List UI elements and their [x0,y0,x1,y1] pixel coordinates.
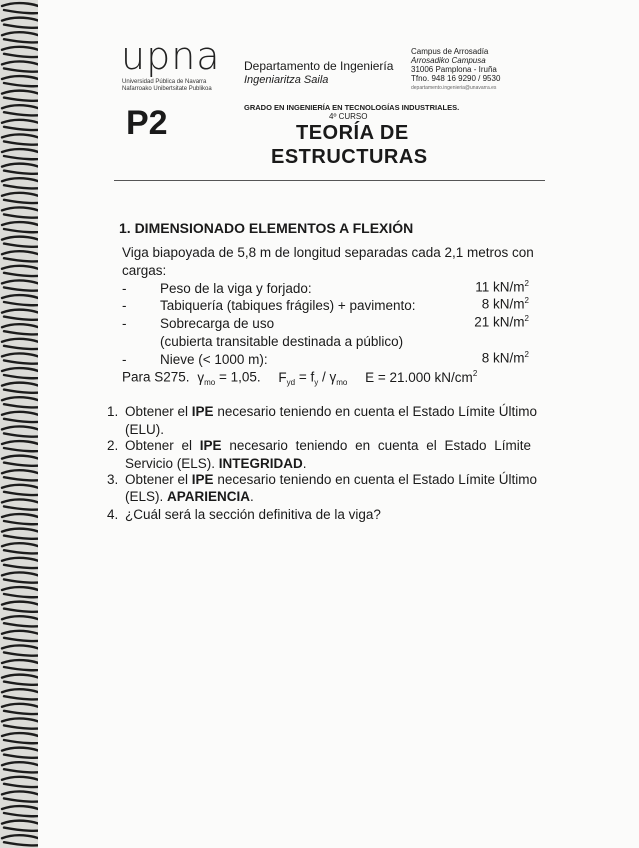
question-text: (ELU). [125,422,165,437]
header-divider [114,180,545,181]
campus-phone: Tfno. 948 16 9290 / 9530 [411,74,501,83]
problem-statement: Viga biapoyada de 5,8 m de longitud separadas cada 2,1 metros con [122,245,534,260]
campus-line: Campus de Arrosadía [411,47,489,56]
load-label: Nieve (< 1000 m): [160,352,268,367]
course-year: 4º CURSO [329,112,368,121]
university-name-es: Universidad Pública de Navarra [122,79,207,85]
section-heading: 1. DIMENSIONADO ELEMENTOS A FLEXIÓN [119,220,414,236]
question-text: Obtener el IPE necesario teniendo en cuenta el Estado Límite [125,438,531,453]
department-name: Departamento de Ingeniería [244,59,394,73]
subject-title: ESTRUCTURAS [271,146,428,168]
upna-logo: upna [121,34,221,78]
question-text: (ELS). APARIENCIA. [125,489,254,504]
department-name-eu: Ingeniaritza Saila [244,74,329,86]
question-number: 1. [107,404,119,419]
subject-title: TEORÍA DE [296,122,409,144]
load-value: 11 $kN/m^2$ [475,279,529,295]
list-bullet: - [122,352,127,367]
list-bullet: - [122,298,127,313]
question-text: Servicio (ELS). INTEGRIDAD. [125,456,307,471]
degree-name: GRADO EN INGENIERÍA EN TECNOLOGÍAS INDUSTRIALES. [244,103,460,112]
question-text: Obtener el IPE necesario teniendo en cuenta el Estado Límite Último [125,472,538,487]
campus-line: 31006 Pamplona - Iruña [411,65,497,74]
question-number: 3. [107,472,119,487]
load-label: Tabiquería (tabiques frágiles) + pavimento: [160,298,416,313]
question-number: 4. [107,507,119,522]
load-label: Sobrecarga de uso [160,316,275,331]
question-number: 2. [107,438,119,453]
load-label: Peso de la viga y forjado: [160,281,312,296]
list-bullet: - [122,281,127,296]
load-note: (cubierta transitable destinada a público) [160,334,404,349]
question-text: Obtener el IPE necesario teniendo en cuenta el Estado Límite Último [125,404,538,419]
university-name-eu: Nafarroako Unibertsitate Publikoa [122,86,212,92]
question-text: ¿Cuál será la sección definitiva de la viga? [125,507,381,522]
load-value: 21 $kN/m^2$ [474,314,529,330]
campus-email: departamento.ingenieria@unavarra.es [411,85,497,91]
load-value: 8 $kN/m^2$ [481,296,529,312]
load-value: 8 $kN/m^2$ [481,350,529,366]
material-parameters: Para S275. $\gamma_{mo} = 1,05$. $F_{yd} = f_y / \gamma_{mo}$ E = 21.000 $kN/cm^2$ [122,369,478,388]
problem-statement: cargas: [122,263,167,278]
list-bullet: - [122,316,127,331]
campus-line: Arrosadiko Campusa [411,56,486,65]
practice-code: P2 [126,104,168,142]
